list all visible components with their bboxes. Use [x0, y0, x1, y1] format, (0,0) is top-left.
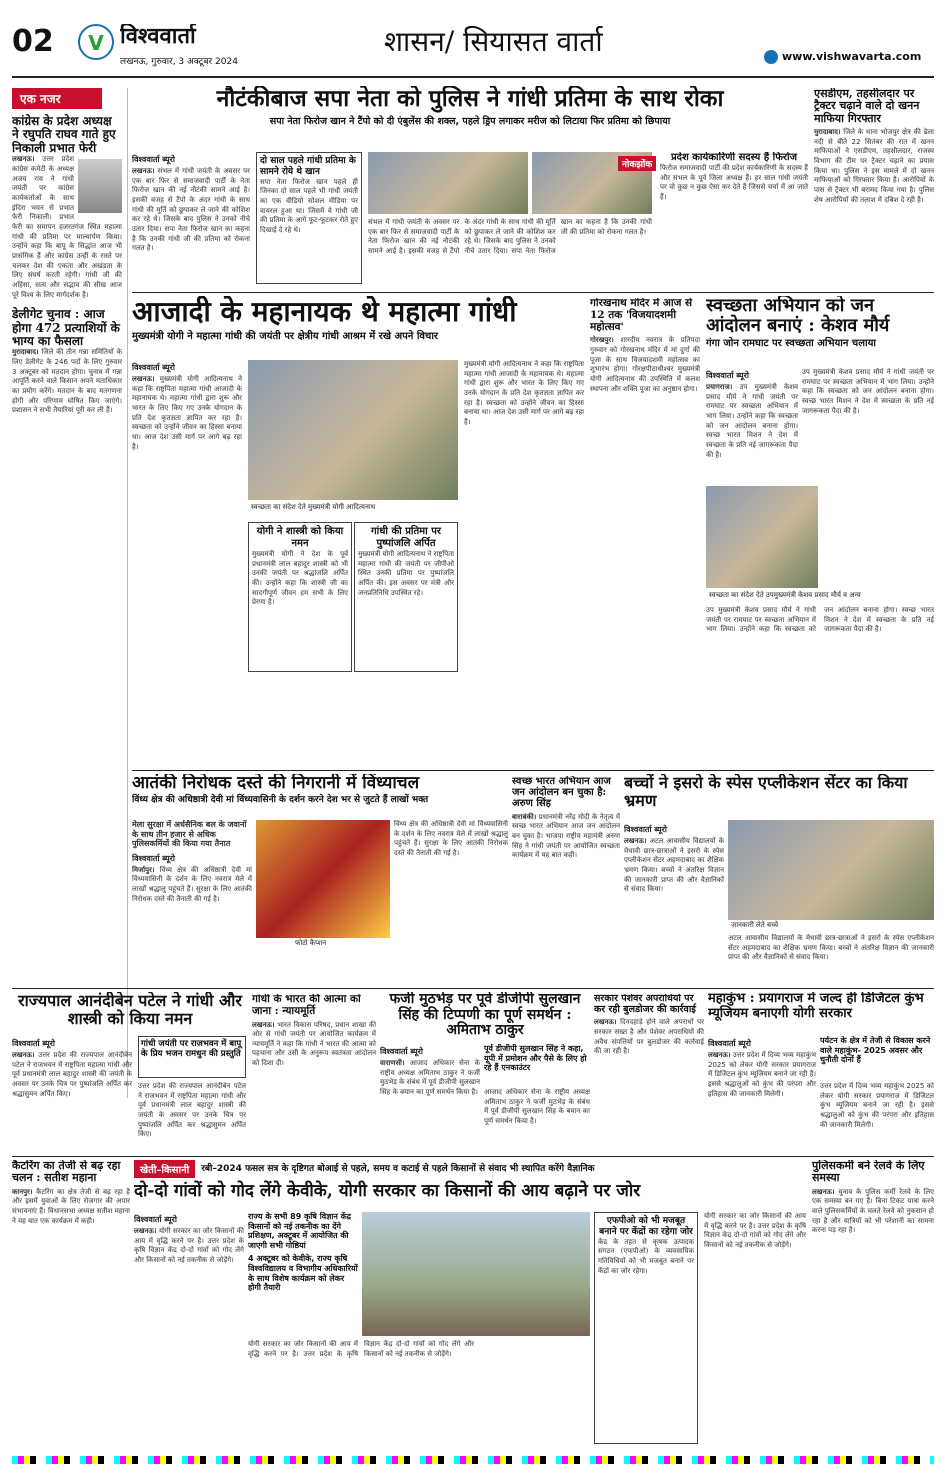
vindhya-caption: फोटो कैप्शन — [292, 938, 329, 949]
globe-icon — [764, 50, 778, 64]
mining-title: एसडीएम, तहसीलदार पर ट्रैक्टर चढ़ाने वाले दो खनन माफिया गिरफ्तार — [814, 88, 920, 125]
section-title: शासन/ सियासत वार्ता — [384, 26, 603, 58]
divider — [132, 292, 934, 293]
vindhya-byline: विश्ववार्ता ब्यूरो — [132, 853, 175, 863]
krishi-body-2: योगी सरकार का जोर किसानों की आय में वृद्धि करने पर है। उत्तर प्रदेश के कृषि विज्ञान केंद्र दो-दो गांवों को गोद लेंगे और किसानों को नई तकनीक से जोड़ेंगे। — [248, 1340, 474, 1358]
sidebar-tag: एक नजर — [12, 88, 102, 109]
justice-story — [252, 994, 376, 1152]
top-col — [132, 152, 250, 286]
sidebar-story2-body: जिले की तीन गन्ना समितियों के लिए डेलीगेट के 246 पदों के लिए गुरुवार 3 अक्टूबर को मतदान होगा। चुनाव में गन्ना आपूर्ति करने वाले किसान अपने मताधिकार का प्रयोग करेंगे। मतदान के बाद मतगणना होगी और परिणाम घोषित किए जाएंगे। प्रशासन ने सभी तैयारियां पूरी कर ली हैं। — [12, 348, 122, 415]
swachh-byline: विश्ववार्ता ब्यूरो — [706, 371, 749, 380]
governor-body-2: उत्तर प्रदेश की राज्यपाल आनंदीबेन पटेल ने राजभवन में राष्ट्रपिता महात्मा गांधी और पूर्व प्रधानमंत्री लाल बहादुर शास्त्री की जयंती के अवसर पर उनके चित्र पर पुष्पांजलि अर्पित कर श्रद्धासुमन अर्पित किए। — [138, 1082, 246, 1139]
top-place: लखनऊ। — [132, 167, 155, 175]
justice-headline: गांधी के भारत की आत्मा को जाना : न्यायमूर्ति — [252, 994, 361, 1017]
kumbh-place: लखनऊ। — [708, 1051, 731, 1059]
top-side-title: प्रदेश कार्यकारिणी सदस्य हैं फिरोज — [670, 152, 798, 163]
encounter-headline: फर्जी मुठभेड़ पर पूर्व डीजीपी सुलखान सिंह की टिप्पणी का पूर्ण समर्थन : अमिताभ ठाकुर — [389, 992, 581, 1039]
encounter-place: वाराणसी। — [380, 1059, 405, 1067]
offender-story — [594, 994, 704, 1152]
governor-byline: विश्ववार्ता ब्यूरो — [12, 1039, 55, 1048]
krishi-body: योगी सरकार का जोर किसानों की आय में वृद्धि करने पर है। उत्तर प्रदेश के कृषि विज्ञान केंद्र दो-दो गांवों को गोद लेंगे और किसानों को नई तकनीक से जोड़ेंगे। — [134, 1227, 244, 1264]
swachh-headline: स्वच्छता अभियान को जन आंदोलन बनाएं : केशव मौर्य — [706, 296, 890, 337]
top-box-title: दो साल पहले गांधी प्रतिमा के सामने रोये थे खान — [260, 156, 356, 177]
krishi-col — [134, 1212, 244, 1450]
governor-box — [138, 1036, 246, 1078]
isro-headline: बच्चों ने इसरो के स्पेस एप्लीकेशन सेंटर का किया भ्रमण — [624, 774, 908, 810]
gandhi-headline: आजादी के महानायक थे महात्मा गांधी — [132, 296, 517, 328]
gandhi-byline: विश्ववार्ता ब्यूरो — [132, 363, 175, 372]
gorakh-story — [590, 298, 700, 768]
swachh-caption: स्वच्छता का संदेश देते उपमुख्यमंत्री केशव प्रसाद मौर्य व अन्य — [706, 590, 934, 601]
top-photo-1 — [368, 152, 528, 214]
gandhi-photo — [248, 360, 458, 500]
sidebar-story1-place: लखनऊ। — [12, 155, 35, 164]
swachh-story — [706, 296, 934, 766]
krishi-bullet-1: राज्य के सभी 89 कृषि विज्ञान केंद्र किसानों को नई तकनीक का देंगे प्रशिक्षण, अक्टूबर में आयोजित की जाएगी सभी गोष्ठियां — [248, 1212, 352, 1250]
top-body-2: संभल में गांधी जयंती के अवसर पर एक बार फिर से समाजवादी पार्टी के नेता फिरोज खान की नई नौटंकी सामने आई है। इसकी वजह से टैंपो के अंदर गांधी के साथ गांधी की मूर्ति को छुपाकर ले जाने की कोशिश कर रहे थे। जिसके बाद पुलिस ने उनको नीचे उतार दिया। सपा नेता फिरोज खान का कहना है कि उनकी गांधी जी की प्रतिमा को रोकना गलत है। — [368, 218, 652, 255]
masthead — [12, 20, 934, 70]
top-subhead: सपा नेता फिरोज खान ने टैंपो को दी एंबुलेंस की शक्ल, पहले ड्रिप लगाकर मरीज को लिटाया फिर प्रतिमा को छिपाया — [269, 115, 671, 127]
gorakh-headline: गोरखनाथ मंदिर में आज से 12 तक 'विजयादशमी महोत्सव' — [590, 298, 693, 333]
krishi-box-body: केंद्र के तहत से कृषक उत्पादक संगठन (एफपीओ) के व्यवसायिक गतिविधियों को भी मजबूत बनाने पर केंद्रों का जोर रहेगा। — [598, 1237, 694, 1275]
divider — [132, 770, 934, 771]
divider — [12, 988, 934, 989]
krishi-tag: खेती–किसानी — [134, 1160, 195, 1178]
gandhi-box1 — [248, 522, 352, 672]
sidebar-story1-title: कांग्रेस के प्रदेश अध्यक्ष ने रघुपति राघव गाते हुए निकाली प्रभात फेरी — [12, 114, 116, 155]
gandhi-place: लखनऊ। — [132, 375, 155, 383]
catering-headline: कैटरिंग का तेजी से बढ़ रहा चलन : सतीश महाना — [12, 1160, 121, 1185]
swachh2-place: बाराबंकी। — [512, 812, 537, 821]
encounter-body-2: आजाद अधिकार सेना के राष्ट्रीय अध्यक्ष अमिताभ ठाकुर ने फर्जी मुठभेड़ के संबंध में पूर्व डीजीपी सुलखान सिंह के बयान का पूर्ण समर्थन किया है। — [484, 1088, 590, 1125]
gandhi-caption: स्वच्छता का संदेश देते मुख्यमंत्री योगी आदित्यनाथ — [248, 502, 458, 513]
sidebar-story2-place: मुरादाबाद। — [12, 348, 39, 357]
gandhi-col — [132, 360, 242, 760]
offender-body: दिनदहाड़े होने वाले अपराधों पर सरकार सख्त है और पेशेवर अपराधियों की अवैध संपत्तियों पर बुलडोजर की कार्रवाई की जा रही है। — [594, 1018, 704, 1056]
encounter-bullet: पूर्व डीजीपी सुलखान सिंह ने कहा, यूपी में प्रमोशन और पैसे के लिए हो रहे हैं एनकाउंटर — [484, 1044, 587, 1073]
krishi-bullet-2: 4 अक्टूबर को केवीके, राज्य कृषि विश्वविद्यालय व विभागीय अधिकारियों के साथ विशेष कार्यक्रम को लेकर होगी तैयारी — [248, 1254, 358, 1293]
vindhya-headline: आतंकी निरोधक दस्ते की निगरानी में विंध्याचल — [132, 774, 420, 793]
sidebar-story1-body: उत्तर प्रदेश कांग्रेस कमेटी के अध्यक्ष अजय राय ने गांधी जयंती पर कांग्रेस कार्यकर्ताओं के साथ इंदिरा भवन से प्रभात फेरी निकाली। प्रभात फेरी का समापन हजरतगंज स्थित महात्मा गांधी की प्रतिमा पर माल्यार्पण किया। उन्होंने कहा कि बापू के सिद्धांत आज भी प्रासंगिक हैं और कांग्रेस उन्हीं के रास्ते पर चलकर देश की एकता और अखंडता के लिए संघर्ष करती रहेगी। गांधी जी की अहिंसा, सत्य और सद्भाव की सीख आज पूरे विश्व के लिए मार्गदर्शक है। — [12, 155, 122, 299]
swachh-photo — [706, 486, 818, 588]
vindhya-place: मिर्जापुर। — [132, 865, 155, 874]
top-box-body: सपा नेता फिरोज खान पहले ही जिनका दो साल पहले भी गांधी जयंती का एक वीडियो सोशल मीडिया पर वायरल हुआ था। जिसमें वे गांधी जी की प्रतिमा के आगे फूट-फूटकर रोते हुए दिखाई दे रहे थे। — [260, 177, 358, 234]
isro-story — [624, 774, 934, 984]
swachh-col — [706, 368, 798, 488]
kumbh-byline: विश्ववार्ता ब्यूरो — [708, 1039, 751, 1048]
color-registration-strip — [12, 1456, 934, 1464]
logo-icon: V — [78, 24, 114, 60]
kumbh-story — [708, 992, 934, 1152]
krishi-box — [594, 1212, 698, 1444]
paper-name: विश्ववार्ता — [120, 24, 196, 49]
top-tag: नोकझोंक — [618, 156, 656, 171]
catering-body: कैटरिंग का क्षेत्र तेजी से बढ़ रहा है और इसमें युवाओं के लिए रोजगार की अपार संभावनाएं हैं। विधानसभा अध्यक्ष सतीश महाना ने यह बात एक कार्यक्रम में कही। — [12, 1187, 130, 1225]
mining-place: मुरादाबाद। — [814, 127, 841, 136]
header-rule — [12, 76, 934, 78]
governor-body: उत्तर प्रदेश की राज्यपाल आनंदीबेन पटेल ने राजभवन में राष्ट्रपिता महात्मा गांधी और पूर्व प्रधानमंत्री लाल बहादुर शास्त्री की जयंती के अवसर पर उनके चित्र पर पुष्पांजलि अर्पित कर श्रद्धासुमन अर्पित किए। — [12, 1051, 132, 1098]
police-story — [812, 1160, 934, 1450]
police-headline: पुलिसकर्मी बने रेलवे के लिए समस्या — [812, 1160, 925, 1185]
sidebar-story2-title: डेलीगेट चुनाव : आज होगा 472 प्रत्याशियों के भाग्य का फैसला — [12, 307, 120, 349]
encounter-col — [380, 1044, 480, 1152]
krishi-box-title: एफपीओ को भी मजबूत बनाने पर केंद्रों का रहेगा जोर — [599, 1216, 693, 1237]
encounter-body: आजाद अधिकार सेना के राष्ट्रीय अध्यक्ष अमिताभ ठाकुर ने फर्जी मुठभेड़ के संबंध में पूर्व डीजीपी सुलखान सिंह के बयान का पूर्ण समर्थन किया है। — [380, 1059, 480, 1096]
governor-story — [12, 992, 248, 1152]
website-link[interactable]: www.vishwavarta.com — [782, 50, 922, 63]
police-place: लखनऊ। — [812, 1187, 835, 1196]
gandhi-body: मुख्यमंत्री योगी आदित्यनाथ ने कहा कि राष्ट्रपिता महात्मा गांधी आजादी के महानायक थे। महात्मा गांधी द्वारा शुरू और भारत के लिए किए गए उनके योगदान के प्रति देश कृतज्ञता ज्ञापित कर रहा है। स्वच्छता को उन्होंने जीवन का हिस्सा बनाया था। आज देश उसी मार्ग पर आगे बढ़ रहा है। — [132, 375, 242, 451]
krishi-headline: दो-दो गांवों को गोद लेंगे केवीके, योगी सरकार का किसानों की आय बढ़ाने पर जोर — [134, 1181, 641, 1201]
gandhi-subhead: मुख्यमंत्री योगी ने महात्मा गांधी की जयंती पर क्षेत्रीय गांधी आश्रम में रखे अपने विचार — [132, 331, 439, 343]
swachh2-story — [512, 776, 620, 984]
vindhya-photo — [256, 820, 390, 938]
governor-col — [12, 1036, 132, 1152]
vindhya-body: विंध्य क्षेत्र की अधिष्ठात्री देवी मां विंध्यवासिनी के दर्शन के लिए नवरात्र मेले में लाखों श्रद्धालु पहुंचते हैं। सुरक्षा के लिए आतंकी निरोधक दस्ते की तैनाती की गई है। — [132, 865, 252, 903]
isro-col — [624, 822, 724, 982]
swachh2-body: प्रधानमंत्री नरेंद्र मोदी के नेतृत्व में स्वच्छ भारत अभियान आज जन आंदोलन बन चुका है। भाजपा राष्ट्रीय महामंत्री अरुण सिंह ने गांधी जयंती पर आयोजित स्वच्छता कार्यक्रम में यह बात कही। — [512, 812, 620, 860]
vindhya-subhead: विंध्य क्षेत्र की अधिष्ठात्री देवी मां विंध्यवासिनी के दर्शन करने देश भर से जुटते हैं लाखों भक्त — [132, 795, 429, 806]
encounter-byline: विश्ववार्ता ब्यूरो — [380, 1047, 423, 1056]
justice-body: भारत विकास परिषद, प्रधान शाखा की ओर से गांधी जयंती पर आयोजित कार्यक्रम में न्यायमूर्ति ने कहा कि गांधी ने भारत की आत्मा को पहचाना और उसी के अनुरूप स्वतंत्रता आंदोलन को दिशा दी। — [252, 1020, 376, 1068]
gandhi-box1-title: योगी ने शास्त्री को किया नमन — [256, 526, 344, 549]
mining-body: जिले के थाना भोजपुर क्षेत्र की ढेला नदी से बीते 22 सितंबर की रात में खनन माफियाओं ने एसडीएम, तहसीलदार, राजस्व विभाग की टीम पर ट्रैक्टर चढ़ाने का प्रयास किया था। पुलिस ने इस मामले में दो खनन माफियाओं को गिरफ्तार किया है। आरोपियों के पास से ट्रैक्टर भी बरामद किया गया है। पुलिस शेष आरोपियों की तलाश में दबिश दे रही है। — [814, 127, 934, 204]
kumbh-bullet: पर्यटन के क्षेत्र में तेजी से विकास करने वाले महाकुंभ- 2025 अवसर और चुनौती दोनों हैं — [820, 1036, 931, 1065]
kumbh-col — [708, 1036, 816, 1152]
krishi-strap: रबी–2024 फसल सत्र के दृष्टिगत बोआई से पहले, समय व कटाई से पहले किसानों से संवाद भी स्थापित करेंगे वैज्ञानिक — [201, 1163, 595, 1174]
swachh2-headline: स्वच्छ भारत अभियान आज जन आंदोलन बन चुका है: अरुण सिंह — [512, 776, 611, 810]
krishi-byline: विश्ववार्ता ब्यूरो — [134, 1215, 177, 1224]
offender-place: लखनऊ। — [594, 1018, 617, 1027]
top-body: संभल में गांधी जयंती के अवसर पर एक बार फिर से समाजवादी पार्टी के नेता फिरोज खान की नई नौटंकी सामने आई है। इसकी वजह से टैंपो के अंदर गांधी के साथ गांधी की मूर्ति को छुपाकर ले जाने की कोशिश कर रहे थे। जिसके बाद पुलिस ने उनको नीचे उतार दिया। सपा नेता फिरोज खान का कहना है कि उनकी गांधी जी की प्रतिमा को रोकना गलत है। — [132, 167, 250, 253]
gandhi-body-2: मुख्यमंत्री योगी आदित्यनाथ ने कहा कि राष्ट्रपिता महात्मा गांधी आजादी के महानायक थे। महात्मा गांधी द्वारा शुरू और भारत के लिए किए गए उनके योगदान के प्रति देश कृतज्ञता ज्ञापित कर रहा है। स्वच्छता को उन्होंने जीवन का हिस्सा बनाया था। आज देश उसी मार्ग पर आगे बढ़ रहा है। — [464, 360, 584, 426]
isro-byline: विश्ववार्ता ब्यूरो — [624, 825, 667, 834]
police-body: चुनाव के पुलिस कर्मी रेलवे के लिए एक समस्या बन गए हैं। बिना टिकट यात्रा करने वाले पुलिसकर्मियों के चलते रेलवे को नुकसान हो रहा है और यात्रियों को भी परेशानी का सामना करना पड़ रहा है। — [812, 1187, 934, 1235]
isro-body: अटल आवासीय विद्यालयों के मेधावी छात्र-छात्राओं ने इसरो के स्पेस एप्लीकेशन सेंटर अहमदाबाद का शैक्षिक भ्रमण किया। बच्चों ने अंतरिक्ष विज्ञान की जानकारी प्राप्त की और वैज्ञानिकों से संवाद किया। — [624, 837, 724, 894]
top-byline: विश्ववार्ता ब्यूरो — [132, 155, 175, 164]
swachh-body: उप मुख्यमंत्री केशव प्रसाद मौर्य ने गांधी जयंती पर रामघाट पर स्वच्छता अभियान में भाग लिया। उन्होंने कहा कि स्वच्छता को जन आंदोलन बनाना होगा। स्वच्छ भारत मिशन ने देश में स्वच्छता के प्रति नई जागरूकता पैदा की है। — [706, 383, 798, 459]
gorakh-place: गोरखपुर। — [590, 336, 614, 345]
gorakh-body: शारदीय नवरात्र के प्रतिपदा गुरुवार को गोरखनाथ मंदिर में मां दुर्गा की पूजा के साथ विजयादशमी महोत्सव का शुभारंभ होगा। गोरक्षपीठाधीश्वर मुख्यमंत्री योगी आदित्यनाथ की उपस्थिति में कलश स्थापना और शक्ति पूजा का अनुष्ठान होगा। — [590, 336, 700, 393]
isro-body-2: अटल आवासीय विद्यालयों के मेधावी छात्र-छात्राओं ने इसरो के स्पेस एप्लीकेशन सेंटर अहमदाबाद का शैक्षिक भ्रमण किया। बच्चों ने अंतरिक्ष विज्ञान की जानकारी प्राप्त की और वैज्ञानिकों से संवाद किया। — [728, 934, 934, 962]
kumbh-headline: महाकुंभ : प्रयागराज में जल्द ही डिजिटल कुंभ म्यूजियम बनाएगी योगी सरकार — [708, 992, 924, 1021]
isro-photo — [728, 820, 934, 920]
top-side-body: फिरोज समाजवादी पार्टी की प्रदेश कार्यकारिणी के सदस्य हैं और संभल के पूर्व जिला अध्यक्ष हैं। हर साल गांधी जयंती पर वो कुछ न कुछ ऐसा कर देते हैं जिससे चर्चा में आ जाते हैं। — [660, 164, 808, 201]
gandhi-box2-title: गांधी की प्रतिमा पर पुष्पांजलि अर्पित — [371, 526, 441, 549]
dateline: लखनऊ, गुरुवार, 3 अक्टूबर 2024 — [120, 57, 238, 67]
governor-headline: राज्यपाल आनंदीबेन पटेल ने गांधी और शास्त्री को किया नमन — [18, 992, 242, 1028]
encounter-story — [380, 992, 590, 1152]
catering-place: कानपुर। — [12, 1187, 33, 1196]
kumbh-body-2: उत्तर प्रदेश में दिव्य भव्य महाकुंभ 2025 को लेकर योगी सरकार प्रयागराज में डिजिटल कुंभ म्यूजियम बनाने जा रही है। इससे श्रद्धालुओं को कुंभ की परंपरा और इतिहास की जानकारी मिलेगी। — [820, 1082, 934, 1129]
page-number: 02 — [12, 24, 54, 59]
krishi-photo — [362, 1212, 590, 1336]
top-headline: नौटंकीबाज सपा नेता को पुलिस ने गांधी प्रतिमा के साथ रोका — [216, 86, 724, 112]
gandhi-box2-body: मुख्यमंत्री योगी आदित्यनाथ ने राष्ट्रपिता महात्मा गांधी की जयंती पर जीपीओ स्थित उनकी प्रतिमा पर पुष्पांजलि अर्पित की। इस अवसर पर मंत्री और जनप्रतिनिधि उपस्थित रहे। — [358, 550, 454, 597]
swachh-subhead: गंगा जोन रामघाट पर स्वच्छता अभियान चलाया — [706, 338, 877, 350]
gandhi-box2 — [354, 522, 458, 672]
krishi-body-3: योगी सरकार का जोर किसानों की आय में वृद्धि करने पर है। उत्तर प्रदेश के कृषि विज्ञान केंद्र दो-दो गांवों को गोद लेंगे और किसानों को नई तकनीक से जोड़ेंगे। — [704, 1212, 806, 1249]
mining-story — [814, 88, 934, 288]
gandhi-story — [132, 296, 584, 766]
gandhi-box1-body: मुख्यमंत्री योगी ने देश के पूर्व प्रधानमंत्री लाल बहादुर शास्त्री को भी उनकी जयंती पर श्रद्धांजलि अर्पित की। उन्होंने कहा कि शास्त्री जी का सादगीपूर्ण जीवन हम सभी के लिए प्रेरणा है। — [252, 550, 348, 607]
top-story — [132, 86, 808, 286]
kumbh-body: उत्तर प्रदेश में दिव्य भव्य महाकुंभ 2025 को लेकर योगी सरकार प्रयागराज में डिजिटल कुंभ म्यूजियम बनाने जा रही है। इससे श्रद्धालुओं को कुंभ की परंपरा और इतिहास की जानकारी मिलेगी। — [708, 1051, 816, 1098]
krishi-bullets — [248, 1212, 358, 1322]
governor-box-text: गांधी जयंती पर राजभवन में बापू के प्रिय भजन रामधुन की प्रस्तुति — [141, 1039, 242, 1060]
divider — [12, 1156, 934, 1157]
swachh-place: प्रयागराज। — [706, 383, 733, 391]
vindhya-story — [132, 774, 508, 982]
top-box — [256, 152, 362, 284]
offender-headline: सरकार पेशेवर अपराधियों पर कर रही बुलडोजर की कार्रवाई — [594, 994, 696, 1015]
krishi-strap-row — [134, 1160, 806, 1178]
governor-place: लखनऊ। — [12, 1051, 35, 1059]
krishi-story — [134, 1160, 806, 1450]
avatar — [78, 159, 122, 213]
divider — [127, 88, 128, 1098]
isro-place: लखनऊ। — [624, 837, 647, 845]
vindhya-col — [132, 820, 252, 982]
vindhya-body-2: विंध्य क्षेत्र की अधिष्ठात्री देवी मां विंध्यवासिनी के दर्शन के लिए नवरात्र मेले में लाखों श्रद्धालु पहुंचते हैं। सुरक्षा के लिए आतंकी निरोधक दस्ते की तैनाती की गई है। — [394, 820, 508, 857]
isro-caption: जानकारी लेते बच्चे — [728, 920, 781, 931]
sidebar — [12, 88, 122, 1103]
catering-story — [12, 1160, 130, 1450]
justice-place: लखनऊ। — [252, 1020, 275, 1029]
vindhya-bullet: मेला सुरक्षा में अर्धसैनिक बल के जवानों के साथ तीन हजार से अधिक पुलिसकर्मियों की किया गया तैनात — [132, 820, 247, 849]
top-side — [660, 152, 808, 284]
krishi-place: लखनऊ। — [134, 1227, 157, 1235]
swachh-body-3: उप मुख्यमंत्री केशव प्रसाद मौर्य ने गांधी जयंती पर रामघाट पर स्वच्छता अभियान में भाग लिया। उन्होंने कहा कि स्वच्छता को जन आंदोलन बनाना होगा। स्वच्छ भारत मिशन ने देश में स्वच्छता के प्रति नई जागरूकता पैदा की है। — [706, 606, 934, 634]
swachh-body-2: उप मुख्यमंत्री केशव प्रसाद मौर्य ने गांधी जयंती पर रामघाट पर स्वच्छता अभियान में भाग लिया। उन्होंने कहा कि स्वच्छता को जन आंदोलन बनाना होगा। स्वच्छ भारत मिशन ने देश में स्वच्छता के प्रति नई जागरूकता पैदा की है। — [802, 368, 934, 415]
